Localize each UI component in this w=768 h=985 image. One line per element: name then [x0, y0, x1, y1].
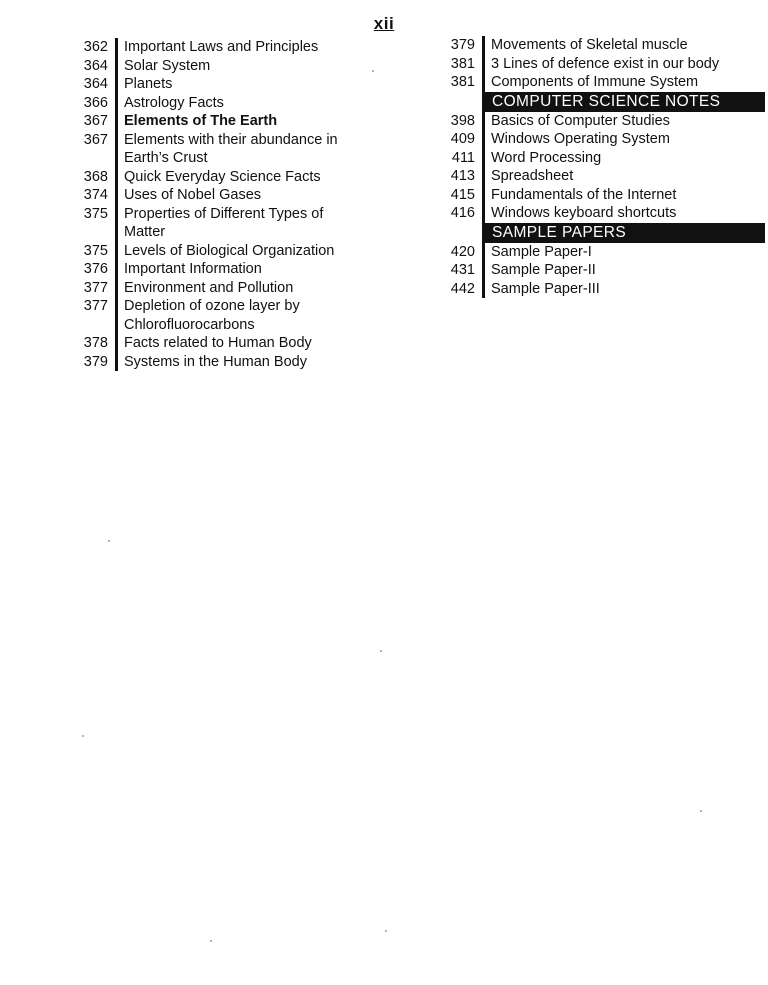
toc-page-number: 416 — [450, 205, 475, 221]
toc-entry — [445, 204, 765, 223]
toc-entry — [78, 38, 378, 57]
toc-page-number: 411 — [451, 149, 475, 166]
toc-page-number: 398 — [450, 112, 475, 129]
toc-entry — [78, 57, 378, 76]
toc-entry-title — [485, 167, 765, 186]
toc-title-line: Sample Paper-I — [491, 243, 592, 260]
toc-page-number: 379 — [83, 353, 108, 370]
toc-entry — [78, 242, 378, 261]
toc-title-line: Important Laws and Principles — [124, 39, 319, 55]
toc-title-line: Systems in the Human Body — [124, 353, 307, 370]
toc-page-number: 366 — [83, 94, 108, 111]
toc-entry — [78, 186, 378, 205]
toc-entry-title — [118, 112, 378, 131]
toc-title-line: Movements of Skeletal muscle — [491, 37, 688, 53]
toc-entry-title — [118, 57, 378, 76]
toc-entry — [445, 186, 765, 205]
toc-entry-title — [118, 353, 378, 372]
toc-page-number: 377 — [83, 279, 108, 296]
toc-entry-title — [118, 242, 378, 261]
toc-entry — [78, 205, 378, 242]
toc-entry — [445, 55, 765, 74]
toc-title-line: Facts related to Human Body — [124, 335, 312, 351]
toc-entry-title — [485, 55, 765, 74]
toc-title-line: Components of Immune System — [491, 74, 699, 90]
toc-entry-title — [485, 149, 765, 168]
toc-right-column — [445, 36, 765, 298]
toc-title-line: Properties of Different Types of — [124, 205, 324, 222]
toc-title-line: Elements with their abundance in — [124, 131, 338, 148]
toc-page-number: 442 — [450, 280, 475, 297]
toc-entry — [445, 243, 765, 262]
toc-title-line: Sample Paper-II — [491, 262, 596, 278]
toc-title-line: Astrology Facts — [124, 94, 224, 111]
toc-page-number: 376 — [83, 261, 108, 277]
scan-speckle — [385, 930, 387, 932]
toc-page-number: 378 — [83, 335, 108, 351]
toc-title-line: Fundamentals of the Internet — [491, 186, 677, 203]
toc-entry — [445, 261, 765, 280]
toc-page-number: 413 — [450, 168, 475, 184]
toc-entry-title — [485, 280, 765, 299]
toc-title-line: Spreadsheet — [491, 168, 574, 184]
toc-title-line: Earth’s Crust — [124, 150, 208, 166]
toc-entry-title — [485, 130, 765, 149]
toc-entry-title — [118, 168, 378, 187]
toc-section-header — [445, 223, 765, 243]
toc-left-column — [78, 38, 378, 371]
toc-entry — [78, 297, 378, 334]
toc-title-line: 3 Lines of defence exist in our body — [491, 55, 720, 72]
toc-title-line: Chlorofluorocarbons — [124, 316, 255, 333]
toc-title-line: Quick Everyday Science Facts — [124, 168, 321, 185]
toc-section-header — [445, 92, 765, 112]
toc-title-line: Word Processing — [491, 149, 602, 166]
toc-entry-title — [118, 334, 378, 353]
section-header-label: COMPUTER SCIENCE NOTES — [482, 92, 765, 112]
toc-entry — [445, 149, 765, 168]
toc-page-number: 381 — [450, 55, 475, 72]
toc-entry — [445, 73, 765, 92]
toc-title-line: Elements of The Earth — [124, 113, 278, 129]
section-header-label: SAMPLE PAPERS — [482, 223, 765, 243]
toc-title-line: Environment and Pollution — [124, 279, 294, 296]
toc-title-line: Planets — [124, 76, 173, 92]
toc-entry — [78, 75, 378, 94]
toc-page-number: 367 — [83, 131, 108, 148]
toc-page-number: 415 — [450, 186, 475, 203]
toc-page-number: 362 — [83, 39, 108, 55]
toc-entry — [445, 167, 765, 186]
toc-entry-title — [118, 186, 378, 205]
toc-entry — [78, 168, 378, 187]
toc-title-line: Depletion of ozone layer by — [124, 298, 300, 314]
toc-entry-title — [485, 36, 765, 55]
toc-title-line: Uses of Nobel Gases — [124, 187, 262, 203]
toc-page-number: 364 — [83, 57, 108, 74]
scan-speckle — [82, 735, 84, 737]
toc-page-number: 368 — [83, 168, 108, 185]
toc-entry — [78, 94, 378, 113]
toc-page-number: 374 — [83, 187, 108, 203]
toc-entry — [78, 279, 378, 298]
toc-title-line: Matter — [124, 224, 166, 240]
toc-entry-title — [118, 94, 378, 113]
toc-entry — [445, 36, 765, 55]
toc-entry-title — [485, 112, 765, 131]
toc-page-number: 409 — [450, 131, 475, 147]
toc-page-number: 379 — [450, 37, 475, 53]
scan-speckle — [210, 940, 212, 942]
page-number: xii — [373, 14, 395, 33]
scan-speckle — [700, 810, 702, 812]
toc-page-number: 375 — [83, 205, 108, 222]
toc-entry — [78, 260, 378, 279]
toc-entry — [78, 131, 378, 168]
toc-entry — [78, 334, 378, 353]
toc-page-number: 377 — [83, 298, 108, 314]
toc-entry-title — [118, 297, 378, 334]
toc-entry-title — [485, 243, 765, 262]
toc-page-number: 381 — [450, 74, 475, 90]
scan-speckle — [108, 540, 110, 542]
toc-title-line: Sample Paper-III — [491, 280, 600, 297]
toc-entry-title — [118, 260, 378, 279]
toc-title-line: Important Information — [124, 261, 262, 277]
toc-title-line: Levels of Biological Organization — [124, 242, 335, 259]
toc-page-number: 364 — [83, 76, 108, 92]
toc-entry — [78, 112, 378, 131]
toc-entry-title — [485, 204, 765, 223]
toc-entry — [445, 280, 765, 299]
toc-page-number: 375 — [83, 242, 108, 259]
toc-entry-title — [485, 261, 765, 280]
toc-entry-title — [118, 75, 378, 94]
scan-speckle — [380, 650, 382, 652]
toc-title-line: Solar System — [124, 57, 211, 74]
toc-title-line: Basics of Computer Studies — [491, 112, 670, 129]
scan-speckle — [372, 70, 374, 72]
toc-entry-title — [485, 186, 765, 205]
toc-title-line: Windows Operating System — [491, 131, 670, 147]
toc-entry-title — [118, 205, 378, 242]
toc-title-line: Windows keyboard shortcuts — [491, 205, 677, 221]
toc-entry — [78, 353, 378, 372]
toc-entry-title — [118, 279, 378, 298]
toc-entry — [445, 112, 765, 131]
toc-entry-title — [485, 73, 765, 92]
toc-page-number: 431 — [450, 262, 475, 278]
toc-page-number: 367 — [83, 113, 108, 129]
toc-entry — [445, 130, 765, 149]
toc-entry-title — [118, 131, 378, 168]
toc-entry-title — [118, 38, 378, 57]
toc-page-number: 420 — [450, 243, 475, 260]
